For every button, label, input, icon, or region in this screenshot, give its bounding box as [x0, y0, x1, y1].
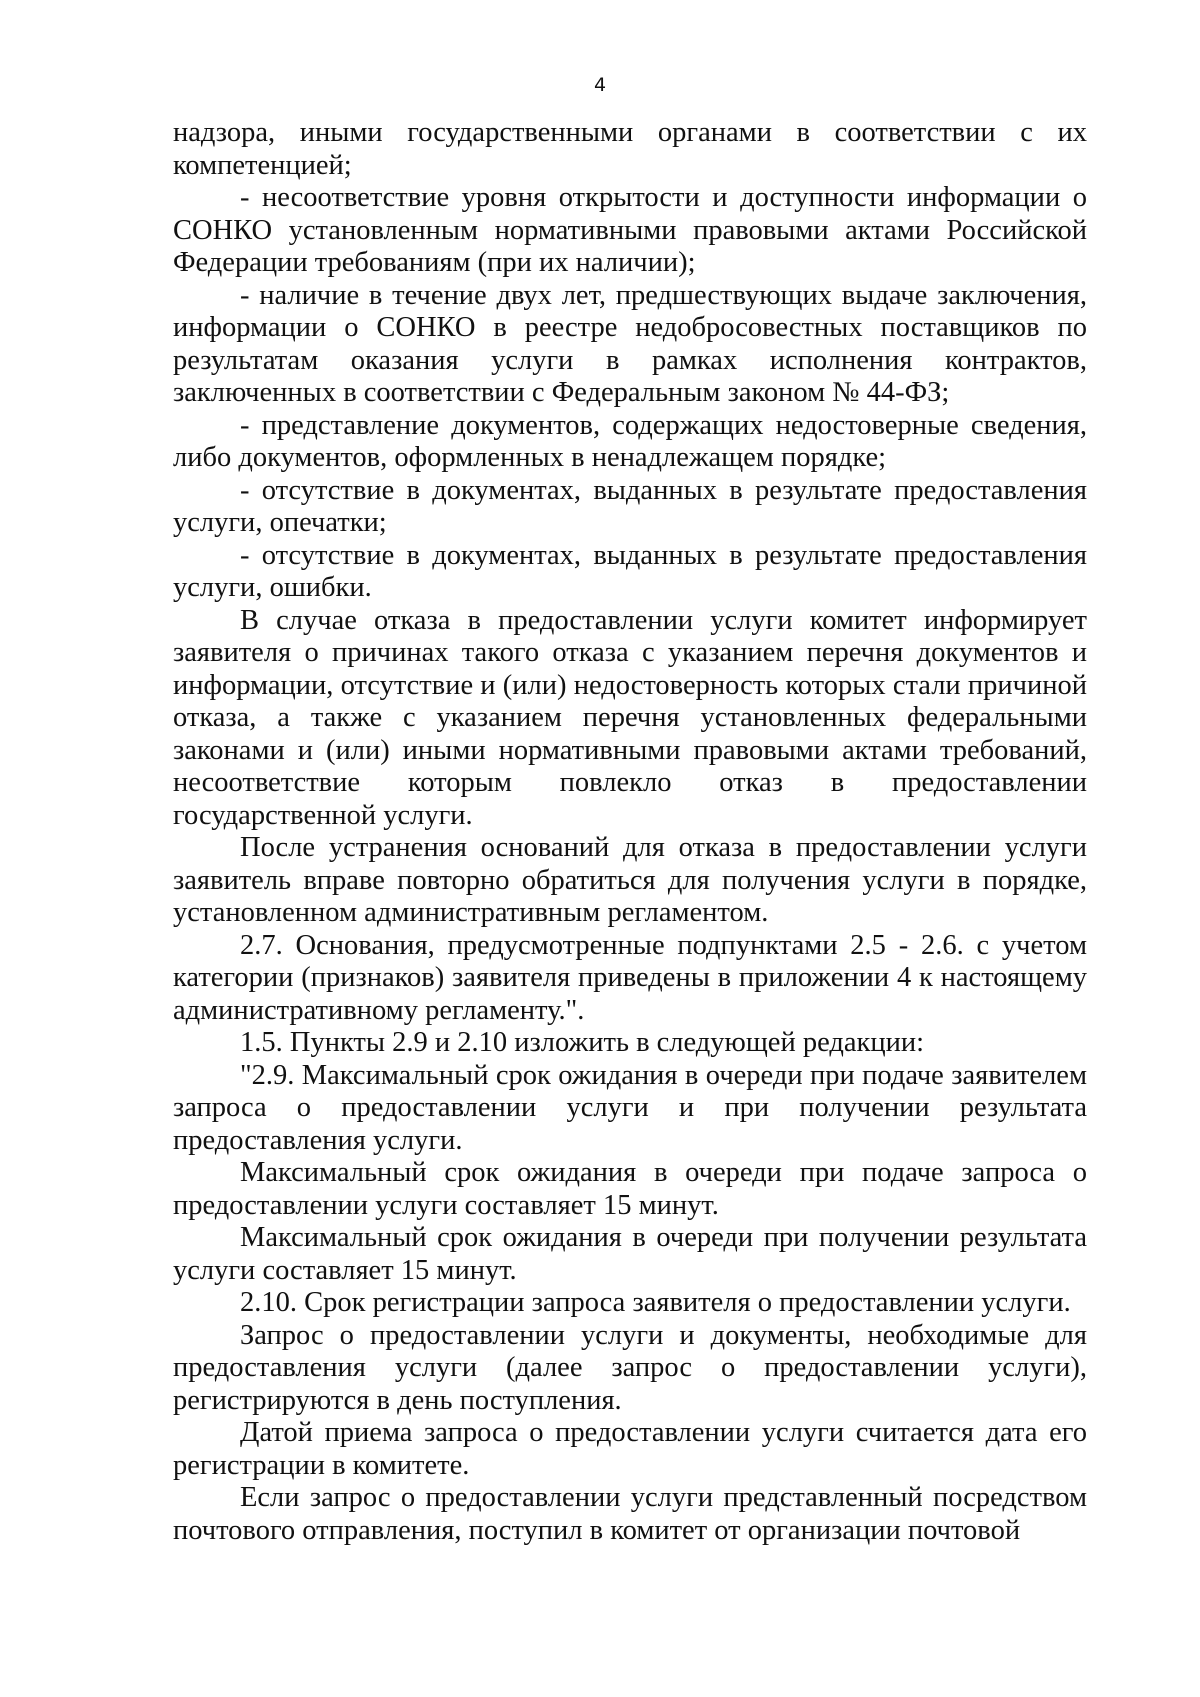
paragraph: После устранения оснований для отказа в предоставлении услуги заявитель вправе повторно обратиться для получения услуги в порядке, установленном административным регламентом. — [173, 832, 1087, 928]
paragraph: Если запрос о предоставлении услуги представленный посредством почтового отправления, поступил в комитет от организации почтовой — [173, 1482, 1087, 1546]
paragraph: - несоответствие уровня открытости и доступности информации о СОНКО установленным нормативными правовыми актами Российской Федерации требованиям (при их наличии); — [173, 182, 1087, 278]
paragraph: - отсутствие в документах, выданных в результате предоставления услуги, опечатки; — [173, 474, 1087, 538]
paragraph: - наличие в течение двух лет, предшествующих выдаче заключения, информации о СОНКО в реестре недобросовестных поставщиков по результатам оказания услуги в рамках исполнения контрактов, заключенных в соответствии с Федеральным законом № 44-ФЗ; — [173, 279, 1087, 408]
paragraph: 2.7. Основания, предусмотренные подпунктами 2.5 - 2.6. с учетом категории (признаков) заявителя приведены в приложении 4 к настоящему административному регламенту.". — [173, 929, 1087, 1026]
paragraph: Запрос о предоставлении услуги и документы, необходимые для предоставления услуги (далее запрос о предоставлении услуги), регистрируются в день поступления. — [173, 1319, 1087, 1416]
paragraph: - отсутствие в документах, выданных в результате предоставления услуги, ошибки. — [173, 539, 1087, 603]
paragraph: 1.5. Пункты 2.9 и 2.10 изложить в следующей редакции: — [240, 1027, 925, 1058]
page-number: 4 — [593, 74, 607, 96]
paragraph: В случае отказа в предоставлении услуги комитет информирует заявителя о причинах такого отказа с указанием перечня документов и информации, отсутствие и (или) недостоверность которых стали причиной отказа, а также с указанием перечня установленных федеральными законами и (или) иными нормативными правовыми актами требований, несоответствие которым повлекло отказ в предоставлении государственной услуги. — [173, 604, 1087, 831]
paragraph: "2.9. Максимальный срок ожидания в очереди при подаче заявителем запроса о предоставлении услуги и при получении результата предоставления услуги. — [173, 1059, 1087, 1156]
paragraph: Максимальный срок ожидания в очереди при подаче запроса о предоставлении услуги составляет 15 минут. — [173, 1157, 1087, 1221]
paragraph: 2.10. Срок регистрации запроса заявителя о предоставлении услуги. — [240, 1287, 1071, 1318]
document-body — [173, 117, 1087, 1547]
paragraph: - представление документов, содержащих недостоверные сведения, либо документов, оформленных в ненадлежащем порядке; — [173, 409, 1087, 473]
paragraph: Датой приема запроса о предоставлении услуги считается дата его регистрации в комитете. — [173, 1417, 1087, 1481]
paragraph: надзора, иными государственными органами в соответствии с их компетенцией; — [173, 117, 1087, 181]
paragraph: Максимальный срок ожидания в очереди при получении результата услуги составляет 15 минут. — [173, 1222, 1087, 1286]
